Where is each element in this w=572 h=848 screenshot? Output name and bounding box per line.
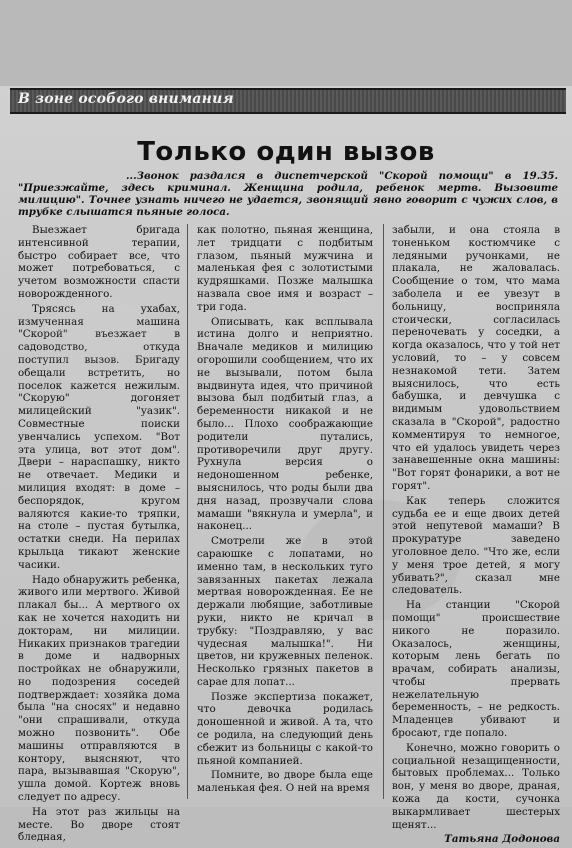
- paragraph: Надо обнаружить ребенка, живого или мертвого. Живой плакал бы... А мертвого ох как не хочется находить ни докторам, ни милиции. Никаких признаков трагедии в доме и надворных постройках не обнаружили, но подозрения соседей подтверждает: хозяйка дома была "на сносях" и недавно "они спрашивали, откуда можно позвонить". Обе машины отправляются в контору, выясняют, что пара, вызывавшая "Скорую", ушла домой. Кортеж вновь следует по адресу.: [18, 573, 180, 804]
- article-column-1: [18, 224, 180, 846]
- paragraph: забыли, и она стояла в тоненьком костюмчике с ледяными ручонками, не плакала, не жаловалась. Сообщение о том, что мама заболела и ее увезут в больницу, восприняла стоически, согласилась переночевать у соседки, а когда оказалось, что у той нет условий, то – у совсем незнакомой тети. Затем выяснилось, что есть бабушка, и девчушка с видимым удовольствием сказала в "Скорой", радостно комментируя то немногое, что ей удалось увидеть через занавешенные окна машины: "Вот горят фонарики, а вот не горят".: [392, 224, 560, 492]
- paragraph: Позже экспертиза покажет, что девочка родилась доношенной и живой. А та, что се родила, на следующий день сбежит из больницы с какой-то пьяной компанией.: [197, 690, 373, 767]
- article-lead: ...Звонок раздался в диспетчерской "Скорой помощи" в 19.35. "Приезжайте, здесь криминал. Женщина родила, ребенок мертв. Вызовите милицию". Точнее узнать ничего не удается, звонящий явно говорит с чужих слов, в трубке слышатся пьяные голоса.: [18, 170, 558, 218]
- scan-margin: [0, 0, 572, 86]
- article-headline: Только один вызов: [137, 137, 435, 167]
- paragraph: как полотно, пьяная женщина, лет тридцати с подбитым глазом, пьяный мужчина и маленькая фея с золотистыми кудряшками. Позже малышка назвала свое имя и возраст – три года.: [197, 224, 373, 313]
- article-column-2: [197, 224, 373, 797]
- paragraph: Смотрели же в этой сараюшке с лопатами, но именно там, в нескольких туго завязанных пакетах лежала мертвая новорожденная. Ее не держали любящие, заботливые руки, никто не кричал в трубку: "Поздравляю, у вас чудесная малышка!". Ни цветов, ни кружевных пеленок. Несколько грязных пакетов в сарае для лопат...: [197, 535, 373, 688]
- paragraph: На этот раз жильцы на месте. Во дворе стоят бледная,: [18, 805, 180, 844]
- paragraph: Конечно, можно говорить о социальной незащищенности, бытовых проблемах... Только вон, у меня во дворе, драная, кожа да кости, сучонка выкармливает шестерых щенят...: [392, 741, 560, 831]
- column-divider: [187, 224, 188, 799]
- article-author: Татьяна Додонова: [444, 833, 560, 846]
- paragraph: Выезжает бригада интенсивной терапии, быстро собирает все, что может потребоваться, с учетом возможности спасти новорожденного.: [18, 224, 180, 300]
- paragraph: На станции "Скорой помощи" происшествие никого не поразило. Оказалось, женщины, которым лень бегать по врачам, собирать анализы, чтобы прервать нежелательную беременность, – не редкость. Младенцев убивают и бросают, где попало.: [392, 599, 560, 740]
- paragraph: Как теперь сложится судьба ее и еще двоих детей этой непутевой мамаши? В прокуратуре заведено уголовное дело. "Что же, если у меня трое детей, я могу убивать?", сказал мне следователь.: [392, 494, 560, 597]
- paragraph: Помните, во дворе была еще маленькая фея. О ней на время: [197, 769, 373, 795]
- section-rubric: [10, 88, 566, 114]
- article-column-3: [392, 224, 560, 848]
- paragraph: Трясясь на ухабах, измученная машина "Скорой" въезжает в садоводство, откуда поступил вызов. Бригаду обещали встретить, но поселок кажется нежилым. "Скорую" догоняет милицейский "уазик". Совместные поиски увенчались успехом. "Вот эта улица, вот этот дом". Двери – нараспашку, никто не отвечает. Медики и милиция входят: в доме – беспорядок, кругом валяются какие-то тряпки, на столе – пустая бутылка, остатки снеди. На перилах крыльца тикают женские часики.: [18, 302, 180, 571]
- rubric-label: В зоне особого внимания: [18, 91, 234, 107]
- paragraph: Описывать, как всплывала истина долго и неприятно. Вначале медиков и милицию огорошили сообщением, что их не вызывали, потом была выдвинута идея, что причиной вызова был подбитый глаз, а беременности никакой и не было... Плохо соображающие родители путались, противоречили друг другу. Рухнула версия о недоношенном ребенке, выяснилось, что роды были два дня назад, прозвучали слова мамаши "вякнула и умерла", и наконец...: [197, 315, 373, 533]
- column-divider: [383, 224, 384, 799]
